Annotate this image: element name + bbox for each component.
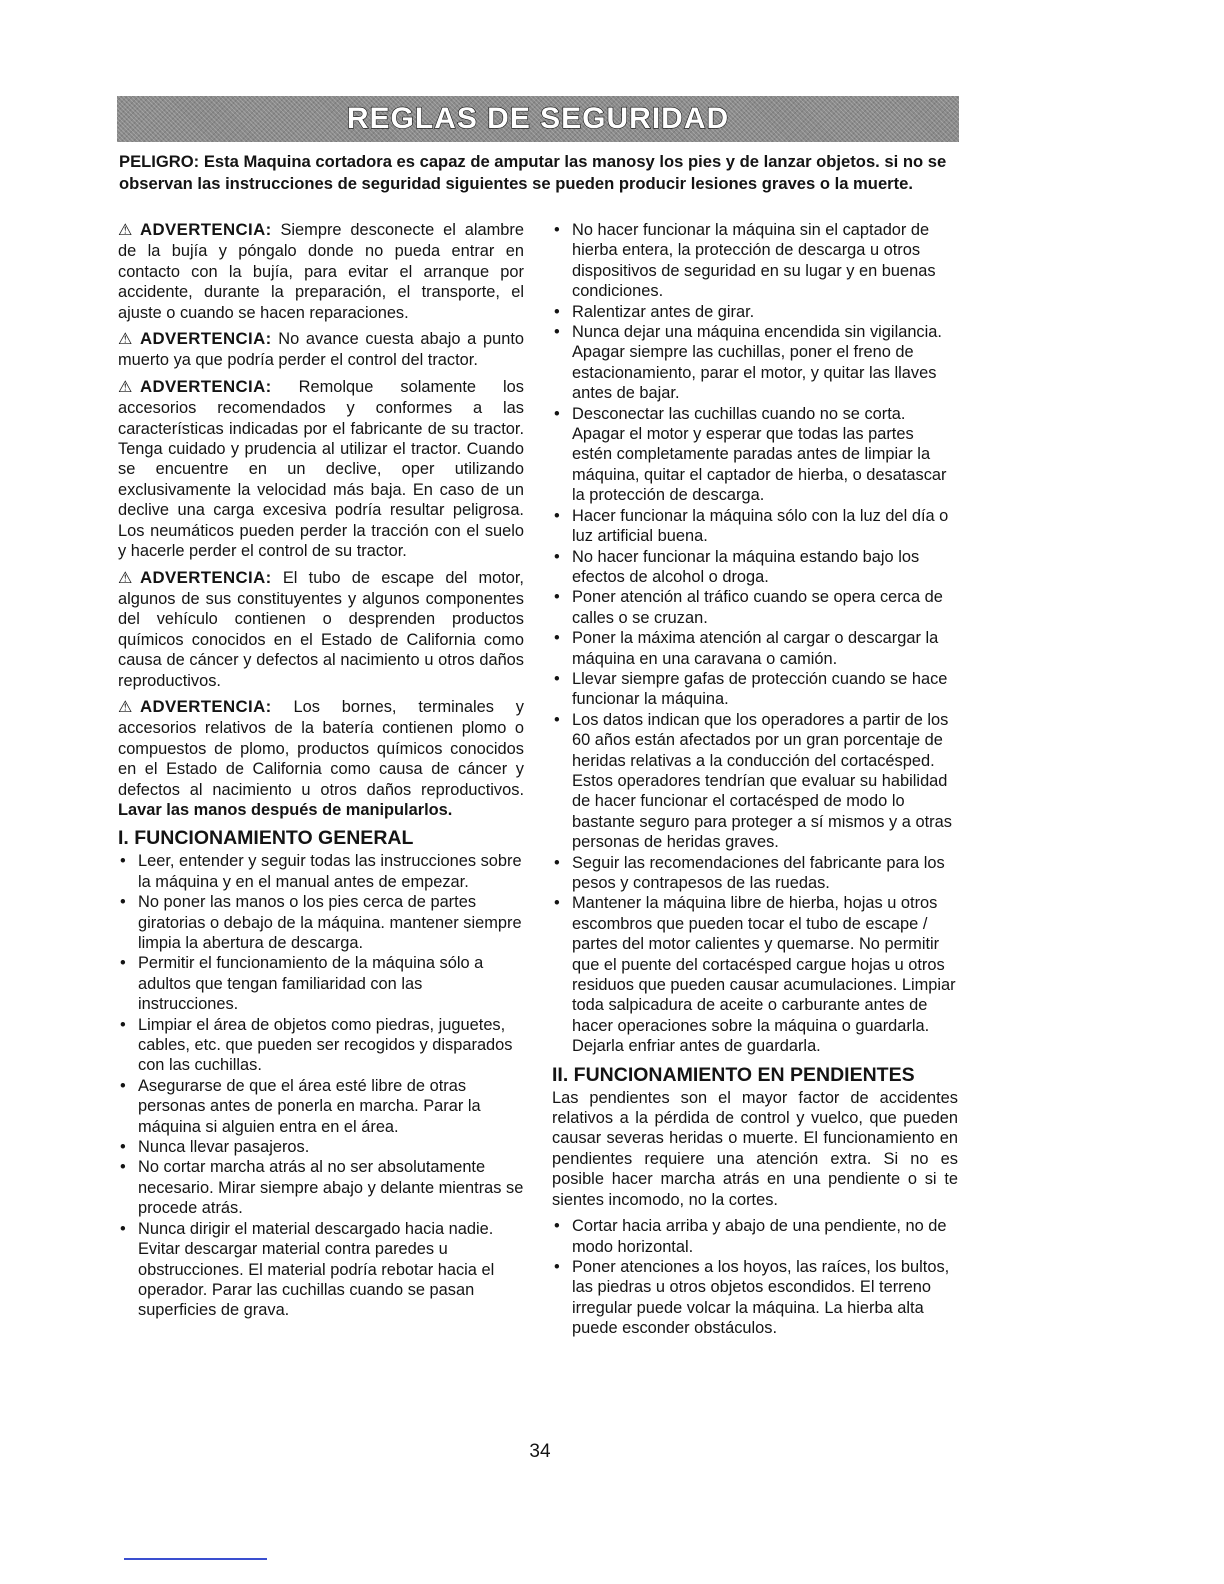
warning-text: No avance cuesta abajo a punto muerto ya que podría perder el control del tractor. — [118, 330, 524, 370]
list-item — [118, 1219, 524, 1321]
warnings-list — [118, 220, 524, 820]
bullet-icon: • — [554, 629, 560, 648]
list-item-text: No hacer funcionar la máquina sin el captador de hierba entera, la protección de descarga u otros dispositivos de seguridad en su lugar y en buenas condiciones. — [572, 221, 936, 301]
list-item-text: No hacer funcionar la máquina estando bajo los efectos de alcohol o droga. — [572, 547, 920, 586]
list-item — [552, 404, 958, 506]
list-item-text: Nunca dirigir el material descargado hacia nadie. Evitar descargar material contra paredes u obstrucciones. El material podría rebotar hacia el operador. Parar las cuchillas cuando se pasan superficies de grava. — [138, 1219, 495, 1320]
bullet-icon: • — [554, 221, 560, 239]
warning-paragraph — [118, 329, 524, 371]
warning-label: ADVERTENCIA: — [140, 376, 272, 396]
footer-rule — [124, 1558, 267, 1560]
slopes-list — [552, 1216, 958, 1338]
bullet-icon: • — [120, 1158, 126, 1177]
list-item — [552, 587, 958, 628]
left-column — [118, 220, 524, 1321]
warning-triangle-icon: ⚠ — [118, 378, 133, 396]
bullet-icon: • — [554, 547, 560, 566]
list-item — [552, 322, 958, 404]
list-item — [118, 1137, 524, 1157]
section-heading-general: I. FUNCIONAMIENTO GENERAL — [118, 827, 414, 850]
warning-triangle-icon: ⚠ — [118, 222, 133, 239]
warning-label: ADVERTENCIA: — [140, 329, 272, 349]
list-item-text: Hacer funcionar la máquina sólo con la luz del día o luz artificial buena. — [572, 506, 949, 546]
general-operation-list — [118, 851, 524, 1320]
title-banner — [117, 96, 959, 142]
list-item — [118, 953, 524, 1014]
bullet-icon: • — [120, 954, 126, 973]
list-item-text: Asegurarse de que el área esté libre de otras personas antes de ponerla en marcha. Parar la máquina si alguien entra en el área. — [138, 1076, 481, 1136]
bullet-icon: • — [554, 853, 560, 872]
list-item-text: No cortar marcha atrás al no ser absolutamente necesario. Mirar siempre abajo y delante mientras se procede atrás. — [138, 1158, 524, 1218]
bullet-icon: • — [554, 323, 560, 342]
list-item — [552, 506, 958, 547]
warning-label: ADVERTENCIA: — [140, 696, 272, 716]
list-item — [552, 669, 958, 710]
bullet-icon: • — [554, 588, 560, 607]
list-item-text: Ralentizar antes de girar. — [572, 302, 755, 321]
warning-paragraph — [118, 697, 524, 820]
right-column — [552, 220, 958, 1339]
list-item-text: No poner las manos o los pies cerca de partes giratorias o debajo de la máquina. mantener siempre limpia la abertura de descarga. — [138, 893, 522, 952]
warning-label: ADVERTENCIA: — [140, 220, 272, 239]
bullet-icon: • — [554, 894, 560, 913]
warning-text: Remolque solamente los accesorios recomendados y conformes a las características indicadas por el fabricante de su tractor. Tenga cuidado y prudencia al utilizar el tractor. Cuando se encuentre en un declive, oper utilizando exclusivamente la velocidad más baja. En caso de un declive una carga excesiva podría resultar peligrosa. Los neumáticos pueden perder la tracción con el suelo y hacerle perder el control de su tractor. — [118, 377, 524, 561]
danger-notice: PELIGRO: Esta Maquina cortadora es capaz de amputar las manosy los pies y de lanzar objetos. si no se observan las instrucciones de seguridad siguientes se pueden producir lesiones graves o la muerte. — [119, 152, 947, 193]
bullet-icon: • — [554, 404, 560, 423]
list-item-text: Permitir el funcionamiento de la máquina sólo a adultos que tengan familiaridad con las instrucciones. — [138, 954, 484, 1014]
warning-emphasis: Lavar las manos después de manipularlos. — [118, 800, 453, 819]
list-item — [552, 1216, 958, 1257]
list-item — [552, 547, 958, 588]
bullet-icon: • — [554, 1217, 560, 1236]
bullet-icon: • — [554, 1257, 560, 1276]
section-heading-slopes: II. FUNCIONAMIENTO EN PENDIENTES — [552, 1063, 915, 1086]
list-item-text: Poner atención al tráfico cuando se opera cerca de calles o se cruzan. — [572, 588, 943, 627]
list-item — [118, 1076, 524, 1137]
list-item — [552, 853, 958, 894]
warning-text: Siempre desconecte el alambre de la bujía y póngalo donde no pueda entrar en contacto con la bujía, para evitar el arranque por accidente, durante la preparación, el transporte, el ajuste o cuando se hacen reparaciones. — [118, 221, 524, 322]
bullet-icon: • — [554, 302, 560, 321]
bullet-icon: • — [120, 1138, 126, 1157]
list-item — [552, 710, 958, 853]
list-item-text: Desconectar las cuchillas cuando no se corta. Apagar el motor y esperar que todas las partes estén completamente paradas antes de limpiar la máquina, quitar el captador de hierba, o desatascar la protección de descarga. — [572, 404, 947, 505]
bullet-icon: • — [554, 669, 560, 688]
warning-text: Los bornes, terminales y accesorios relativos de la batería contienen plomo o compuestos de plomo, productos químicos conocidos en el Estado de California como causa de cáncer y defectos al nacimiento u otros daños reproductivos. — [118, 697, 524, 799]
list-item — [552, 893, 958, 1056]
warning-paragraph — [118, 568, 524, 691]
list-item-text: Seguir las recomendaciones del fabricante para los pesos y contrapesos de las ruedas. — [572, 853, 945, 892]
warning-triangle-icon: ⚠ — [118, 698, 133, 716]
bullet-icon: • — [120, 1219, 126, 1238]
list-item-text: Leer, entender y seguir todas las instrucciones sobre la máquina y en el manual antes de empezar. — [138, 852, 522, 891]
warning-label: ADVERTENCIA: — [140, 567, 272, 587]
list-item — [118, 892, 524, 953]
general-operation-list-continued — [552, 220, 958, 1057]
list-item — [552, 220, 958, 302]
list-item-text: Los datos indican que los operadores a partir de los 60 años están afectados por un gran porcentaje de heridas relativas a la conducción del cortacésped. Estos operadores tendrían que evaluar su habilidad de hacer funcionar el cortacésped de modo lo bastante seguro para proteger a sí mismos y a otras personas de heridas graves. — [572, 710, 952, 852]
list-item — [552, 302, 958, 322]
list-item — [118, 1015, 524, 1076]
warning-paragraph — [118, 377, 524, 562]
warning-triangle-icon: ⚠ — [118, 331, 133, 349]
warning-text: El tubo de escape del motor, algunos de sus constituyentes y algunos componentes del vehículo contienen o desprenden productos químicos conocidos en el Estado de California como causa de cáncer y defectos al nacimiento u otros daños reproductivos. — [118, 568, 524, 690]
page-title: REGLAS DE SEGURIDAD — [346, 102, 730, 135]
list-item-text: Nunca llevar pasajeros. — [138, 1138, 310, 1157]
bullet-icon: • — [120, 852, 126, 871]
bullet-icon: • — [554, 506, 560, 525]
bullet-icon: • — [120, 1076, 126, 1095]
warning-triangle-icon: ⚠ — [118, 569, 133, 587]
bullet-icon: • — [120, 1015, 126, 1034]
list-item-text: Cortar hacia arriba y abajo de una pendiente, no de modo horizontal. — [572, 1217, 947, 1256]
list-item-text: Poner la máxima atención al cargar o descargar la máquina en una caravana o camión. — [572, 629, 939, 668]
list-item-text: Mantener la máquina libre de hierba, hojas u otros escombros que pueden tocar el tubo de escape / partes del motor calientes y quemarse. No permitir que el puente del cortacésped cargue hojas u otros residuos que pueden causar acumulaciones. Limpiar toda salpicadura de aceite o carburante antes de hacer operaciones sobre la máquina o guardarla. Dejarla enfriar antes de guardarla. — [572, 894, 956, 1056]
list-item-text: Llevar siempre gafas de protección cuando se hace funcionar la máquina. — [572, 669, 948, 709]
warning-paragraph — [118, 220, 524, 323]
list-item — [552, 1257, 958, 1339]
slopes-intro: Las pendientes son el mayor factor de accidentes relativos a la pérdida de control y vuelco, que pueden causar severas heridas o muerte. El funcionamiento en pendientes requiere una atención extra. Si no es posible hacer marcha atrás en una pendiente o si te sientes incomodo, no la cortes. — [552, 1088, 958, 1209]
list-item-text: Poner atenciones a los hoyos, las raíces, los bultos, las piedras u otros objetos escondidos. El terreno irregular puede volcar la máquina. La hierba alta puede esconder obstáculos. — [572, 1257, 950, 1338]
list-item — [552, 628, 958, 669]
page-number: 34 — [529, 1441, 551, 1462]
list-item — [118, 851, 524, 892]
list-item-text: Nunca dejar una máquina encendida sin vigilancia. Apagar siempre las cuchillas, poner el freno de estacionamiento, parar el motor, y quitar las llaves antes de bajar. — [572, 323, 942, 403]
list-item-text: Limpiar el área de objetos como piedras, juguetes, cables, etc. que pueden ser recogidos y disparados con las cuchillas. — [138, 1015, 513, 1075]
bullet-icon: • — [554, 710, 560, 729]
list-item — [118, 1157, 524, 1218]
bullet-icon: • — [120, 893, 126, 912]
